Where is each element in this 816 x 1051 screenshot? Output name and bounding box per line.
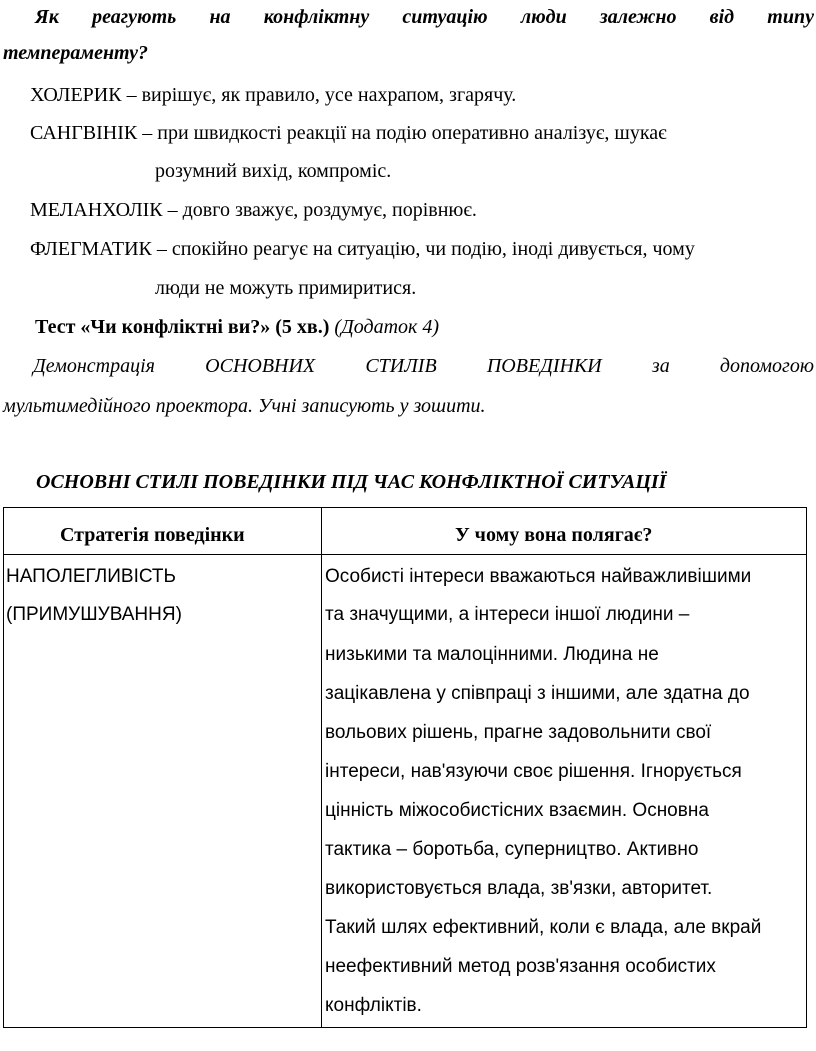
- test-appendix: (Додаток 4): [334, 316, 440, 338]
- temperament-choleric: ХОЛЕРИК – вирішує, як правило, усе нахрапом, згарячу.: [30, 84, 517, 106]
- description-line: використовується влада, зв'язки, авторитет.: [325, 878, 713, 899]
- demo-word: ОСНОВНИХ: [205, 355, 316, 377]
- temperament-melancholic: МЕЛАНХОЛІК – довго зважує, роздумує, порівнює.: [30, 199, 477, 221]
- temperament-sanguine: САНГВІНІК – при швидкості реакції на подію оперативно аналізує, шукає: [30, 122, 667, 144]
- demo-word: СТИЛІВ: [365, 355, 437, 377]
- heading-word: конфліктну: [263, 6, 370, 28]
- description-line: Особисті інтереси вважаються найважливішими: [325, 566, 752, 587]
- demo-line-2: мультимедійного проектора. Учні записують у зошити.: [3, 395, 486, 417]
- temperament-sanguine-cont: розумний вихід, компроміс.: [155, 160, 392, 182]
- description-line: низькими та малоцінними. Людина не: [325, 644, 659, 665]
- demo-word: ПОВЕДІНКИ: [486, 355, 602, 377]
- heading-word: від: [709, 6, 735, 28]
- demo-word: допомогою: [719, 355, 814, 377]
- description-line: зацікавлена у співпраці з іншими, але здатна до: [325, 683, 750, 704]
- column-divider: [321, 508, 322, 1027]
- heading-word: реагують: [92, 6, 177, 28]
- demo-word: за: [651, 355, 670, 377]
- temperament-phlegmatic-cont: люди не можуть примиритися.: [155, 277, 417, 299]
- temperament-phlegmatic: ФЛЕГМАТИК – спокійно реагує на ситуацію, чи подію, іноді дивується, чому: [30, 238, 695, 260]
- description-line: та значущими, а інтереси іншої людини –: [325, 604, 690, 625]
- heading-word: Як: [35, 6, 59, 28]
- heading-line-1: [35, 7, 814, 27]
- test-title: Тест «Чи конфліктні ви?» (5 хв.): [35, 316, 330, 338]
- table-title: ОСНОВНІ СТИЛІ ПОВЕДІНКИ ПІД ЧАС КОНФЛІКТНОЇ СИТУАЦІЇ: [36, 471, 667, 493]
- heading-word: залежно: [599, 6, 677, 28]
- behavior-styles-table: [3, 507, 807, 1028]
- heading-word: люди: [520, 6, 567, 28]
- demo-word: Демонстрація: [33, 355, 155, 377]
- test-line: [35, 317, 439, 337]
- strategy-line: НАПОЛЕГЛИВІСТЬ: [6, 566, 177, 587]
- demo-line-1: [33, 356, 814, 376]
- header-divider: [4, 554, 806, 555]
- description-line: цінність міжособистісних взаємин. Основна: [325, 800, 709, 821]
- strategy-line: (ПРИМУШУВАННЯ): [6, 604, 182, 625]
- heading-line-2: темпераменту?: [3, 42, 148, 64]
- description-line: тактика – боротьба, суперництво. Активно: [325, 839, 699, 860]
- description-line: конфліктів.: [325, 995, 422, 1016]
- heading-word: на: [209, 6, 231, 28]
- heading-word: ситуацію: [402, 6, 488, 28]
- header-description: У чому вона полягає?: [455, 524, 653, 546]
- heading-word: типу: [767, 6, 814, 28]
- description-line: вольових рішень, прагне задовольнити свої: [325, 722, 712, 743]
- description-line: інтереси, нав'язуючи своє рішення. Ігнорується: [325, 761, 742, 782]
- description-line: неефективний метод розв'язання особистих: [325, 956, 716, 977]
- header-strategy: Стратегія поведінки: [60, 524, 245, 546]
- description-line: Такий шлях ефективний, коли є влада, але вкрай: [325, 917, 762, 938]
